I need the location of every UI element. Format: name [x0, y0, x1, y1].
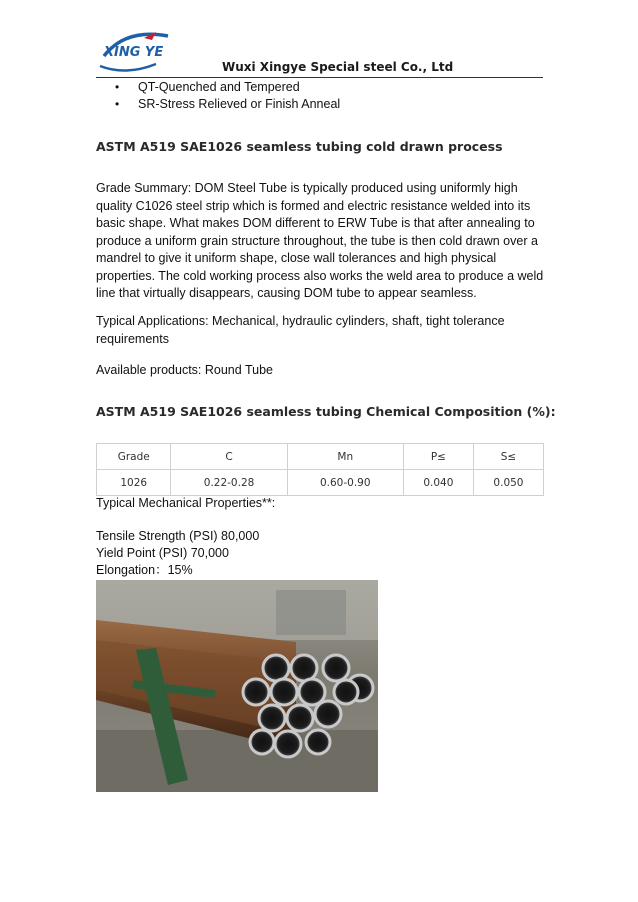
- tube-bundle-image: [96, 580, 378, 792]
- header-divider: [96, 77, 543, 78]
- table-row: [97, 470, 544, 496]
- table-header-cell: S≤: [473, 444, 543, 470]
- composition-table: [96, 443, 544, 496]
- table-header-cell: C: [171, 444, 287, 470]
- elongation: Elongation：15%: [96, 563, 193, 577]
- section-heading-process: ASTM A519 SAE1026 seamless tubing cold drawn process: [96, 139, 503, 154]
- grade-summary-paragraph: Grade Summary: DOM Steel Tube is typically produced using uniformly high quality C1026 steel strip which is formed and electric resistance welded into its basic shape. What makes DOM different to ERW Tube is that after annealing to produce a uniform grain structure throughout, the tube is then cold drawn over a mandrel to give it uniform shape, close wall tolerances and high physical properties. The cold working process also works the weld area to produce a weld line that virtually disappears, causing DOM tube to appear seamless.: [96, 181, 544, 300]
- steel-tubes-photo: [96, 580, 378, 792]
- mechanical-properties-title: Typical Mechanical Properties**:: [96, 496, 276, 510]
- tensile-strength: Tensile Strength (PSI) 80,000: [96, 529, 260, 543]
- table-header-cell: Mn: [287, 444, 403, 470]
- table-header-cell: Grade: [97, 444, 171, 470]
- table-cell: 1026: [97, 470, 171, 496]
- logo-swoosh-icon: [96, 26, 174, 76]
- table-cell: 0.22-0.28: [171, 470, 287, 496]
- products-paragraph: Available products: Round Tube: [96, 363, 273, 377]
- list-item: • SR-Stress Relieved or Finish Anneal: [110, 96, 340, 113]
- table-cell: 0.040: [403, 470, 473, 496]
- table-cell: 0.60-0.90: [287, 470, 403, 496]
- applications-paragraph: Typical Applications: Mechanical, hydraulic cylinders, shaft, tight tolerance requirements: [96, 314, 505, 346]
- yield-point: Yield Point (PSI) 70,000: [96, 546, 229, 560]
- company-name: Wuxi Xingye Special steel Co., Ltd: [222, 60, 454, 74]
- table-header-row: [97, 444, 544, 470]
- company-logo: [96, 26, 174, 76]
- list-item: • QT-Quenched and Tempered: [110, 79, 340, 96]
- section-heading-composition: ASTM A519 SAE1026 seamless tubing Chemical Composition (%):: [96, 404, 556, 419]
- table-cell: 0.050: [473, 470, 543, 496]
- logo-text: XING YE: [104, 45, 164, 60]
- table-header-cell: P≤: [403, 444, 473, 470]
- process-bullet-list: [110, 79, 340, 113]
